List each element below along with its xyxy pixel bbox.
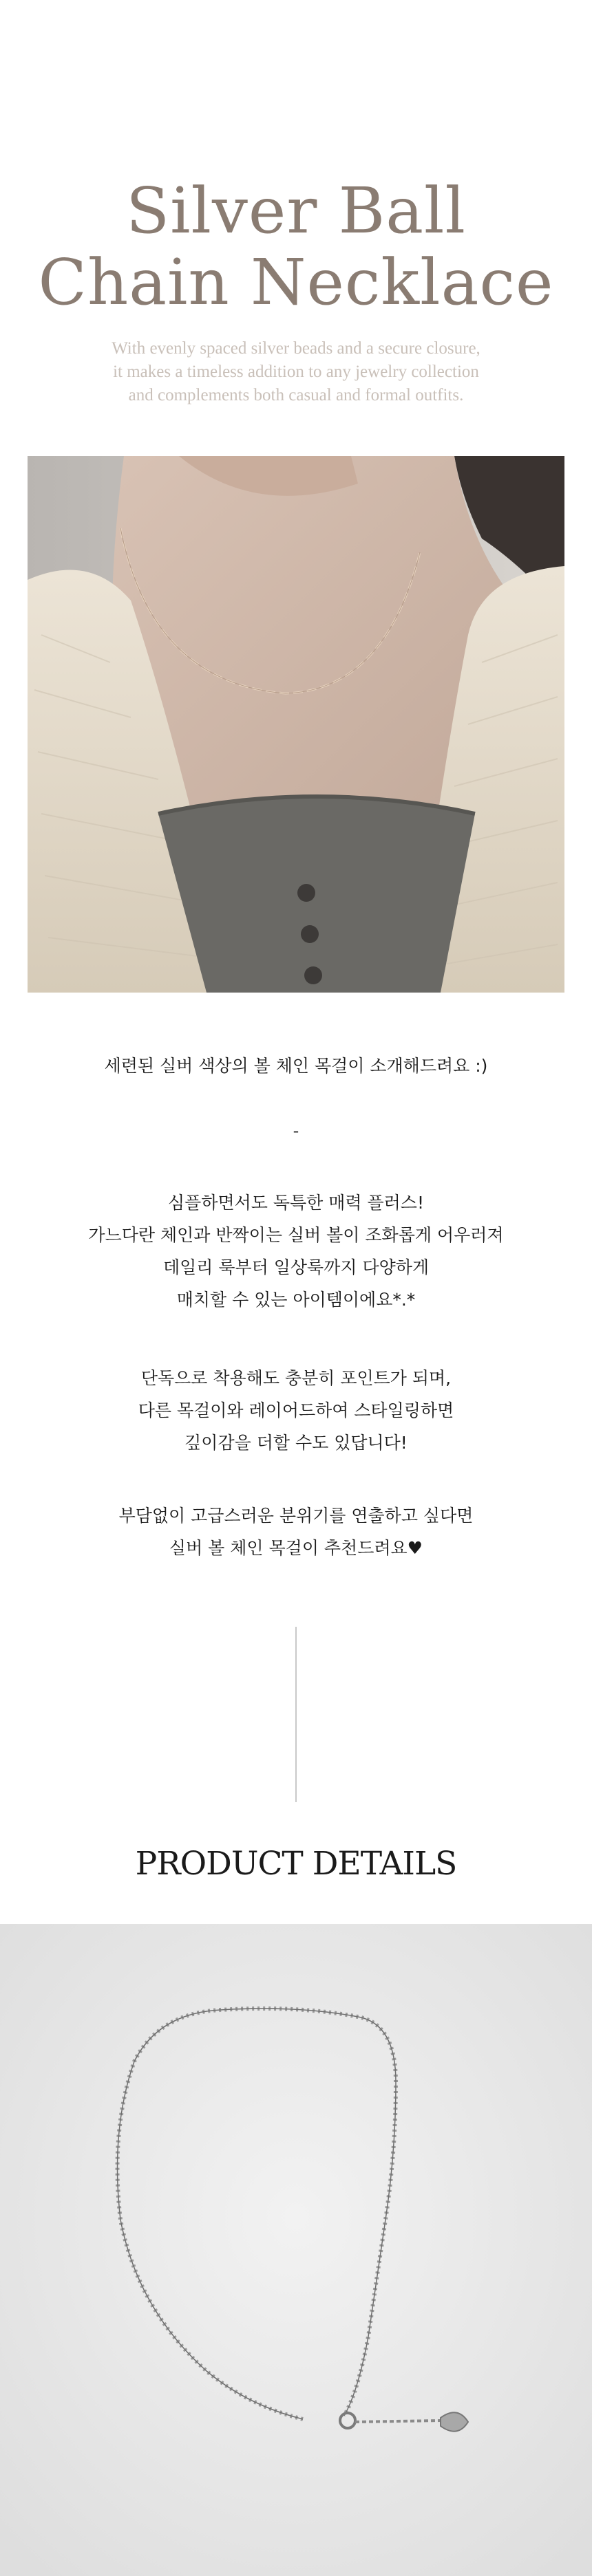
separator-dash: - (293, 1121, 299, 1140)
paragraph-line: 실버 볼 체인 목걸이 추천드려요♥ (169, 1538, 423, 1558)
title-line-1: Silver Ball (126, 174, 466, 248)
intro-text: 세련된 실버 색상의 볼 체인 목걸이 소개해드려요 :) (104, 1056, 488, 1076)
paragraph-line: 데일리 룩부터 일상룩까지 다양하게 (162, 1257, 430, 1277)
description-paragraph-1 (0, 1187, 592, 1316)
model-photo (28, 456, 564, 993)
product-subtitle (0, 337, 592, 407)
title-line-2: Chain Necklace (38, 246, 554, 319)
subtitle-line-2: it makes a timeless addition to any jewelry collection (113, 362, 479, 381)
paragraph-line: 가느다란 체인과 반짝이는 실버 볼이 조화롭게 어우러져 (88, 1225, 504, 1245)
subtitle-line-3: and complements both casual and formal outfits. (128, 386, 464, 404)
product-photo (0, 1924, 592, 2576)
product-details-heading: PRODUCT DETAILS (135, 1845, 457, 1883)
paragraph-line: 단독으로 착용해도 충분히 포인트가 되며, (140, 1368, 452, 1388)
paragraph-line: 매치할 수 있는 아이템이에요*.* (176, 1290, 416, 1310)
paragraph-line: 부담없이 고급스러운 분위기를 연출하고 싶다면 (118, 1506, 474, 1526)
paragraph-line: 심플하면서도 독특한 매력 플러스! (168, 1193, 424, 1213)
vertical-divider (295, 1627, 297, 1802)
product-title (0, 175, 592, 318)
description-paragraph-3 (0, 1500, 592, 1564)
description-paragraph-2 (0, 1362, 592, 1459)
paragraph-line: 깊이감을 더할 수도 있답니다! (184, 1433, 408, 1453)
subtitle-line-1: With evenly spaced silver beads and a secure closure, (112, 339, 480, 358)
paragraph-line: 다른 목걸이와 레이어드하여 스타일링하면 (138, 1400, 454, 1420)
